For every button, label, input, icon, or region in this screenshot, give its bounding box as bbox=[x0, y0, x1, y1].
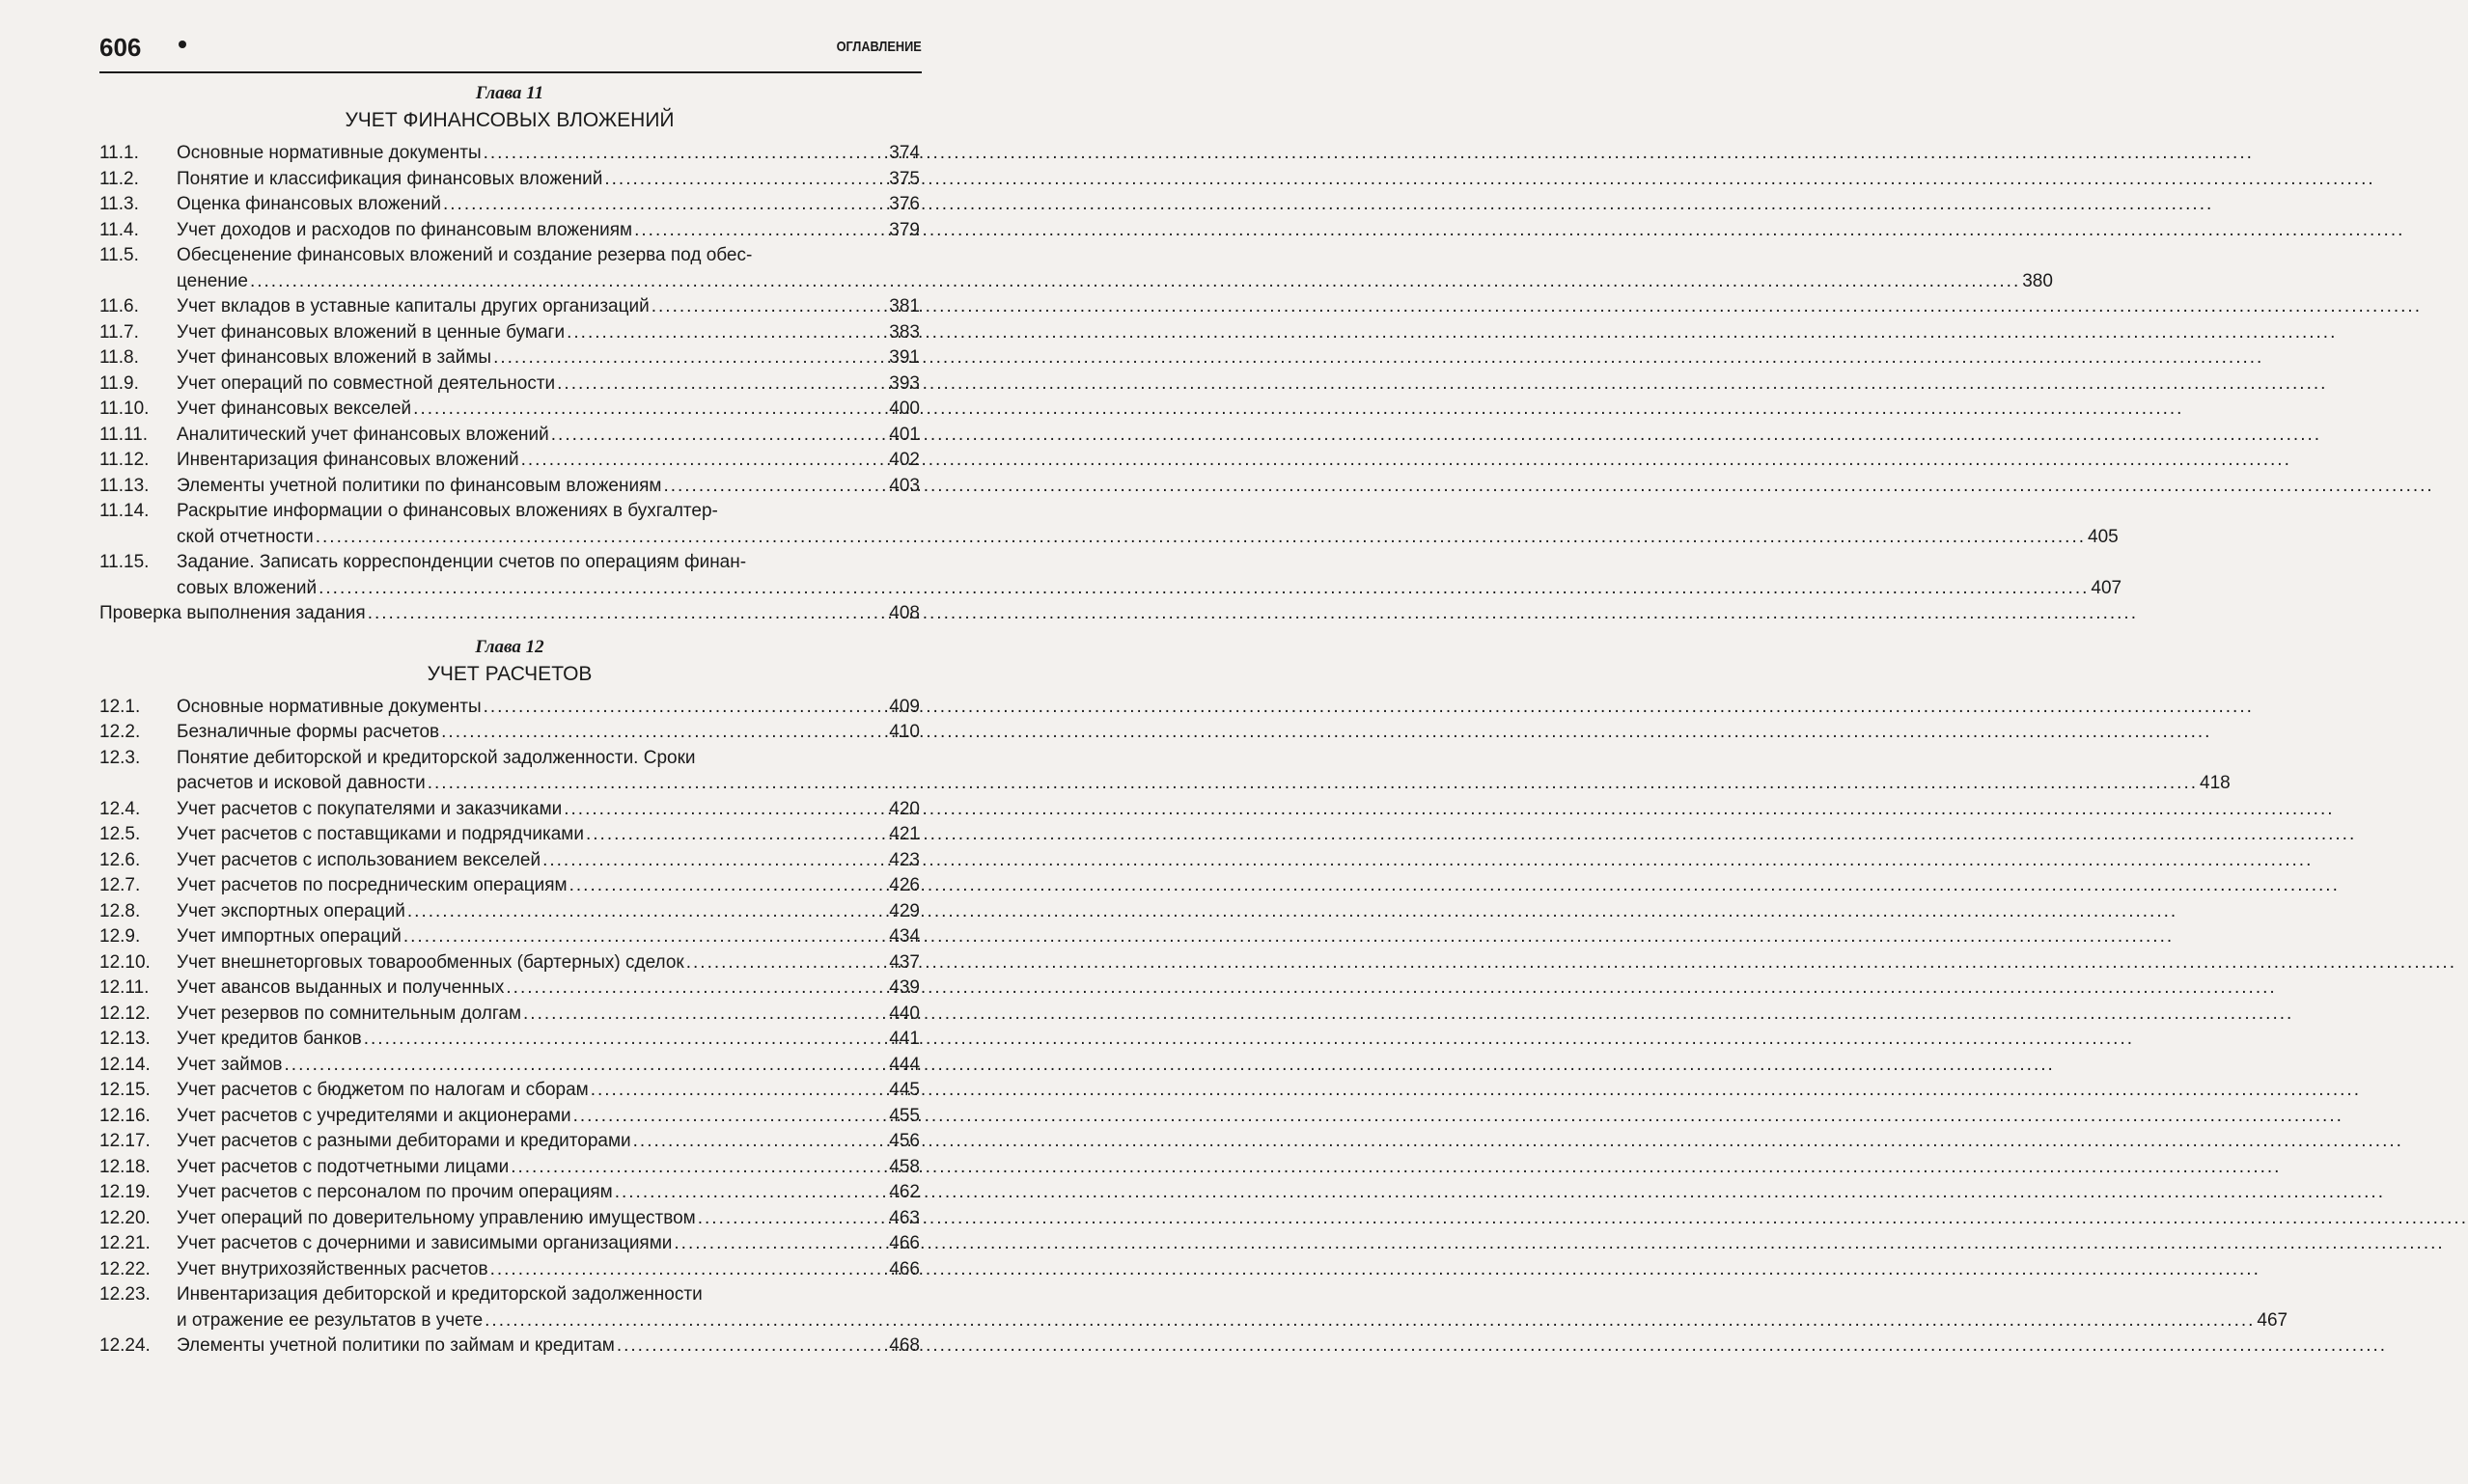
toc-entry-page: 407 bbox=[2091, 577, 2122, 598]
toc-entry-page: 410 bbox=[889, 722, 920, 742]
toc-entry-number: 12.14. bbox=[99, 1054, 151, 1075]
toc-entry-page: 400 bbox=[889, 398, 920, 419]
toc-entry[interactable] bbox=[99, 1002, 920, 1028]
chapter-title: УЧЕТ ФИНАНСОВЫХ ВЛОЖЕНИЙ bbox=[345, 109, 675, 131]
toc-entry-title: Учет расчетов с покупателями и заказчиками bbox=[177, 798, 563, 819]
dot-leader bbox=[523, 1002, 887, 1028]
toc-entry-page: 401 bbox=[889, 424, 920, 445]
toc-entry-page: 455 bbox=[889, 1105, 920, 1126]
toc-entry-number: 12.20. bbox=[99, 1207, 151, 1228]
dot-leader bbox=[686, 950, 888, 976]
dot-leader bbox=[364, 1027, 888, 1053]
section-spacer bbox=[99, 627, 920, 635]
toc-entry-page: 437 bbox=[889, 951, 920, 973]
table-of-contents bbox=[99, 81, 2288, 1360]
toc-entry[interactable] bbox=[99, 746, 2231, 797]
toc-entry-title-line2: ценение bbox=[177, 270, 248, 291]
dot-leader bbox=[493, 345, 887, 371]
toc-entry[interactable] bbox=[99, 797, 920, 823]
toc-entry[interactable] bbox=[99, 720, 920, 746]
toc-entry-number: 12.22. bbox=[99, 1258, 151, 1279]
toc-entry-title: Учет расчетов по посредническим операциям bbox=[177, 875, 568, 895]
toc-entry-number: 11.10. bbox=[99, 398, 150, 419]
toc-entry-number: 11.9. bbox=[99, 372, 139, 394]
toc-entry-title-line1: Понятие дебиторской и кредиторской задолженности. Сроки bbox=[177, 747, 696, 768]
toc-entry-number: 12.5. bbox=[99, 824, 141, 844]
dot-leader bbox=[569, 873, 888, 899]
dot-leader bbox=[617, 1333, 887, 1360]
toc-entry-page: 408 bbox=[889, 603, 920, 623]
toc-entry-page: 458 bbox=[889, 1156, 920, 1177]
page-header bbox=[99, 29, 922, 73]
toc-entry-page: 420 bbox=[889, 798, 920, 819]
toc-entry-title: Учет займов bbox=[177, 1054, 283, 1075]
dot-leader bbox=[403, 924, 887, 950]
toc-entry[interactable] bbox=[99, 924, 920, 950]
toc-entry[interactable] bbox=[99, 397, 920, 423]
dot-leader bbox=[573, 1104, 888, 1130]
dot-leader bbox=[542, 848, 887, 874]
toc-entry-number: 12.11. bbox=[99, 977, 150, 998]
toc-entry-page: 409 bbox=[889, 696, 920, 717]
toc-entry-number: 12.18. bbox=[99, 1156, 151, 1177]
toc-entry-title-line1: Задание. Записать корреспонденции счетов по операциям финан- bbox=[177, 552, 747, 572]
toc-entry-number: 12.17. bbox=[99, 1131, 151, 1151]
bullet-dot-icon bbox=[179, 41, 186, 48]
dot-leader bbox=[615, 1180, 888, 1206]
toc-entry-page: 466 bbox=[889, 1258, 920, 1279]
toc-entry-title-line1: Раскрытие информации о финансовых вложениях в бухгалтер- bbox=[177, 501, 718, 521]
toc-entry-number: 12.7. bbox=[99, 875, 141, 895]
dot-leader bbox=[441, 720, 887, 746]
dot-leader bbox=[490, 1257, 888, 1283]
toc-entry[interactable] bbox=[99, 167, 920, 193]
dot-leader bbox=[551, 423, 888, 449]
dot-leader bbox=[428, 771, 2198, 797]
toc-entry-number: 11.6. bbox=[99, 296, 139, 316]
running-title: ОГЛАВЛЕНИЕ bbox=[836, 39, 922, 55]
toc-entry-title: Понятие и классификация финансовых вложений bbox=[177, 168, 603, 189]
dot-leader bbox=[698, 1206, 888, 1232]
toc-entry-title: Учет экспортных операций bbox=[177, 900, 405, 921]
toc-entry-page: 467 bbox=[2257, 1309, 2288, 1331]
chapter-title: УЧЕТ РАСЧЕТОВ bbox=[427, 662, 593, 685]
toc-entry-title: Учет вкладов в уставные капиталы других организаций bbox=[177, 296, 650, 316]
toc-entry-page: 426 bbox=[889, 875, 920, 895]
toc-entry-number: 11.8. bbox=[99, 347, 139, 368]
toc-entry-number: 12.9. bbox=[99, 926, 141, 947]
toc-entry-number: 11.3. bbox=[99, 194, 139, 214]
toc-entry[interactable] bbox=[99, 499, 2119, 550]
toc-entry-number: 12.6. bbox=[99, 849, 141, 870]
toc-entry-title: Учет финансовых вложений в ценные бумаги bbox=[177, 321, 566, 343]
toc-entry-page: 379 bbox=[889, 219, 920, 240]
toc-entry-number: 12.19. bbox=[99, 1182, 151, 1202]
toc-entry[interactable] bbox=[99, 345, 920, 371]
dot-leader bbox=[674, 1231, 887, 1257]
toc-entry-number: 11.15. bbox=[99, 552, 150, 572]
toc-entry-number: 12.10. bbox=[99, 951, 151, 973]
toc-entry-page: 440 bbox=[889, 1003, 920, 1024]
toc-entry-number: 11.14. bbox=[99, 501, 150, 521]
toc-entry-title: Учет финансовых вложений в займы bbox=[177, 347, 492, 368]
toc-entry-number: 12.21. bbox=[99, 1233, 151, 1253]
toc-entry-page: 403 bbox=[889, 475, 920, 496]
toc-entry-title: Учет расчетов с дочерними и зависимыми организациями bbox=[177, 1233, 673, 1253]
toc-entry-title: Учет расчетов с использованием векселей bbox=[177, 849, 541, 870]
toc-entry[interactable] bbox=[99, 976, 920, 1002]
toc-entry-title: Учет внешнеторговых товарообменных (бартерных) сделок bbox=[177, 951, 684, 973]
toc-entry-title: Учет расчетов с подотчетными лицами bbox=[177, 1156, 510, 1177]
dot-leader bbox=[443, 192, 887, 218]
toc-entry-number: 11.2. bbox=[99, 168, 139, 189]
toc-entry[interactable] bbox=[99, 1231, 920, 1257]
toc-entry[interactable] bbox=[99, 873, 920, 899]
toc-entry[interactable] bbox=[99, 1282, 2288, 1333]
toc-entry-title: Проверка выполнения задания bbox=[99, 603, 366, 623]
dot-leader bbox=[586, 822, 887, 848]
toc-entry-page: 393 bbox=[889, 372, 920, 394]
dot-leader bbox=[511, 1155, 887, 1181]
toc-entry-title: Учет резервов по сомнительным долгам bbox=[177, 1003, 522, 1024]
toc-entry-number: 12.24. bbox=[99, 1335, 151, 1356]
toc-entry-title-line2: ской отчетности bbox=[177, 526, 314, 547]
toc-entry-title-line1: Обесценение финансовых вложений и создание резерва под обес- bbox=[177, 245, 753, 265]
toc-entry-page: 441 bbox=[889, 1029, 920, 1049]
toc-entry[interactable] bbox=[99, 1155, 920, 1181]
toc-entry-number: 12.2. bbox=[99, 722, 141, 742]
chapter-label: Глава 11 bbox=[475, 83, 544, 103]
dot-leader bbox=[316, 525, 2086, 551]
dot-leader bbox=[250, 269, 2020, 295]
toc-entry[interactable] bbox=[99, 371, 920, 398]
toc-entry-title: Безналичные формы расчетов bbox=[177, 722, 440, 742]
dot-leader bbox=[652, 294, 888, 320]
toc-entry-page: 405 bbox=[2088, 526, 2119, 547]
toc-entry-page: 380 bbox=[2022, 270, 2053, 291]
toc-entry[interactable] bbox=[99, 1333, 920, 1360]
chapter-label: Глава 12 bbox=[475, 636, 544, 657]
toc-entry-title-line1: Инвентаризация дебиторской и кредиторской задолженности bbox=[177, 1284, 703, 1305]
toc-entry-title: Аналитический учет финансовых вложений bbox=[177, 424, 549, 445]
toc-entry-check[interactable] bbox=[99, 601, 920, 627]
dot-leader bbox=[368, 601, 888, 627]
toc-entry-title: Оценка финансовых вложений bbox=[177, 194, 441, 214]
dot-leader bbox=[557, 371, 887, 398]
toc-entry-title: Элементы учетной политики по финансовым вложениям bbox=[177, 475, 662, 496]
toc-entry-number: 12.12. bbox=[99, 1003, 151, 1024]
toc-entry[interactable] bbox=[99, 448, 920, 474]
toc-entry-title: Основные нормативные документы bbox=[177, 143, 482, 163]
toc-entry[interactable] bbox=[99, 1078, 920, 1104]
toc-entry-number: 11.11. bbox=[99, 424, 149, 445]
page-number: 606 bbox=[99, 33, 142, 62]
dot-leader bbox=[633, 1129, 888, 1155]
toc-entry[interactable] bbox=[99, 1053, 920, 1079]
toc-entry[interactable] bbox=[99, 1206, 920, 1232]
toc-entry[interactable] bbox=[99, 1180, 920, 1206]
toc-entry-title-line2: расчетов и исковой давности bbox=[177, 773, 426, 793]
toc-entry-title: Учет авансов выданных и полученных bbox=[177, 977, 505, 998]
dot-leader bbox=[521, 448, 888, 474]
toc-entry-page: 423 bbox=[889, 849, 920, 870]
toc-entry-title: Учет операций по совместной деятельности bbox=[177, 372, 556, 394]
dot-leader bbox=[663, 474, 887, 500]
dot-leader bbox=[634, 218, 887, 244]
toc-entry-title: Элементы учетной политики по займам и кредитам bbox=[177, 1335, 615, 1356]
dot-leader bbox=[413, 397, 887, 423]
dot-leader bbox=[604, 167, 887, 193]
toc-entry-title: Учет финансовых векселей bbox=[177, 398, 412, 419]
toc-entry-title: Учет расчетов с разными дебиторами и кредиторами bbox=[177, 1131, 631, 1151]
toc-entry-number: 12.4. bbox=[99, 798, 141, 819]
toc-entry-page: 376 bbox=[889, 194, 920, 214]
toc-entry-page: 445 bbox=[889, 1080, 920, 1100]
toc-entry-title: Учет импортных операций bbox=[177, 926, 402, 947]
toc-entry-page: 418 bbox=[2200, 773, 2231, 793]
toc-entry[interactable] bbox=[99, 1257, 920, 1283]
toc-entry-page: 439 bbox=[889, 977, 920, 998]
toc-entry-page: 456 bbox=[889, 1131, 920, 1151]
toc-entry[interactable] bbox=[99, 899, 920, 925]
toc-entry-page: 402 bbox=[889, 450, 920, 470]
toc-entry-page: 374 bbox=[889, 143, 920, 163]
toc-entry-title-line2: и отражение ее результатов в учете bbox=[177, 1309, 484, 1331]
toc-entry-title-line2: совых вложений bbox=[177, 577, 318, 598]
toc-entry-page: 383 bbox=[889, 321, 920, 343]
dot-leader bbox=[484, 141, 888, 167]
toc-entry-number: 11.1. bbox=[99, 143, 139, 163]
toc-entry[interactable] bbox=[99, 1129, 920, 1155]
toc-entry-number: 11.7. bbox=[99, 321, 139, 343]
toc-entry-number: 11.4. bbox=[99, 219, 139, 240]
toc-entry[interactable] bbox=[99, 218, 920, 244]
toc-entry[interactable] bbox=[99, 550, 2122, 601]
toc-entry[interactable] bbox=[99, 243, 2053, 294]
dot-leader bbox=[285, 1053, 888, 1079]
toc-entry-title: Основные нормативные документы bbox=[177, 696, 482, 717]
dot-leader bbox=[567, 320, 887, 346]
toc-entry-page: 462 bbox=[889, 1182, 920, 1202]
toc-entry-number: 12.3. bbox=[99, 747, 141, 768]
toc-entry-number: 12.1. bbox=[99, 696, 141, 717]
toc-entry[interactable] bbox=[99, 950, 920, 976]
toc-entry-page: 381 bbox=[889, 296, 920, 316]
toc-entry[interactable] bbox=[99, 192, 920, 218]
dot-leader bbox=[319, 576, 2089, 602]
toc-entry[interactable] bbox=[99, 1104, 920, 1130]
toc-entry[interactable] bbox=[99, 423, 920, 449]
dot-leader bbox=[506, 976, 887, 1002]
toc-entry[interactable] bbox=[99, 695, 920, 721]
toc-entry-page: 375 bbox=[889, 168, 920, 189]
dot-leader bbox=[591, 1078, 888, 1104]
dot-leader bbox=[485, 1308, 2255, 1334]
toc-entry-page: 429 bbox=[889, 900, 920, 921]
toc-entry-number: 12.15. bbox=[99, 1080, 151, 1100]
toc-entry-number: 11.5. bbox=[99, 245, 139, 265]
toc-entry-page: 391 bbox=[889, 347, 920, 368]
toc-entry-title: Учет доходов и расходов по финансовым вложениям bbox=[177, 219, 633, 240]
toc-entry-number: 12.8. bbox=[99, 900, 141, 921]
dot-leader bbox=[484, 695, 888, 721]
dot-leader bbox=[407, 899, 887, 925]
dot-leader bbox=[564, 797, 887, 823]
toc-entry-page: 444 bbox=[889, 1054, 920, 1075]
toc-entry-page: 434 bbox=[889, 926, 920, 947]
toc-entry-title: Учет кредитов банков bbox=[177, 1029, 362, 1049]
toc-entry[interactable] bbox=[99, 141, 920, 167]
toc-entry-title: Учет внутрихозяйственных расчетов bbox=[177, 1258, 488, 1279]
toc-entry[interactable] bbox=[99, 294, 920, 320]
toc-entry-page: 463 bbox=[889, 1207, 920, 1228]
toc-entry-number: 11.13. bbox=[99, 475, 150, 496]
toc-entry[interactable] bbox=[99, 822, 920, 848]
toc-entry-page: 468 bbox=[889, 1335, 920, 1356]
toc-entry-number: 12.23. bbox=[99, 1284, 151, 1305]
toc-entry-number: 12.13. bbox=[99, 1029, 151, 1049]
toc-entry-title: Инвентаризация финансовых вложений bbox=[177, 450, 519, 470]
toc-entry-title: Учет расчетов с персоналом по прочим операциям bbox=[177, 1182, 613, 1202]
toc-entry-title: Учет операций по доверительному управлению имуществом bbox=[177, 1207, 696, 1228]
toc-entry[interactable] bbox=[99, 474, 920, 500]
toc-entry-page: 466 bbox=[889, 1233, 920, 1253]
toc-entry-title: Учет расчетов с поставщиками и подрядчиками bbox=[177, 824, 584, 844]
toc-entry-title: Учет расчетов с бюджетом по налогам и сборам bbox=[177, 1080, 589, 1100]
toc-entry-title: Учет расчетов с учредителями и акционерами bbox=[177, 1105, 571, 1126]
toc-entry-page: 421 bbox=[889, 824, 920, 844]
toc-entry[interactable] bbox=[99, 320, 920, 346]
toc-entry[interactable] bbox=[99, 848, 920, 874]
toc-entry-number: 12.16. bbox=[99, 1105, 151, 1126]
toc-entry[interactable] bbox=[99, 1027, 920, 1053]
toc-entry-number: 11.12. bbox=[99, 450, 150, 470]
